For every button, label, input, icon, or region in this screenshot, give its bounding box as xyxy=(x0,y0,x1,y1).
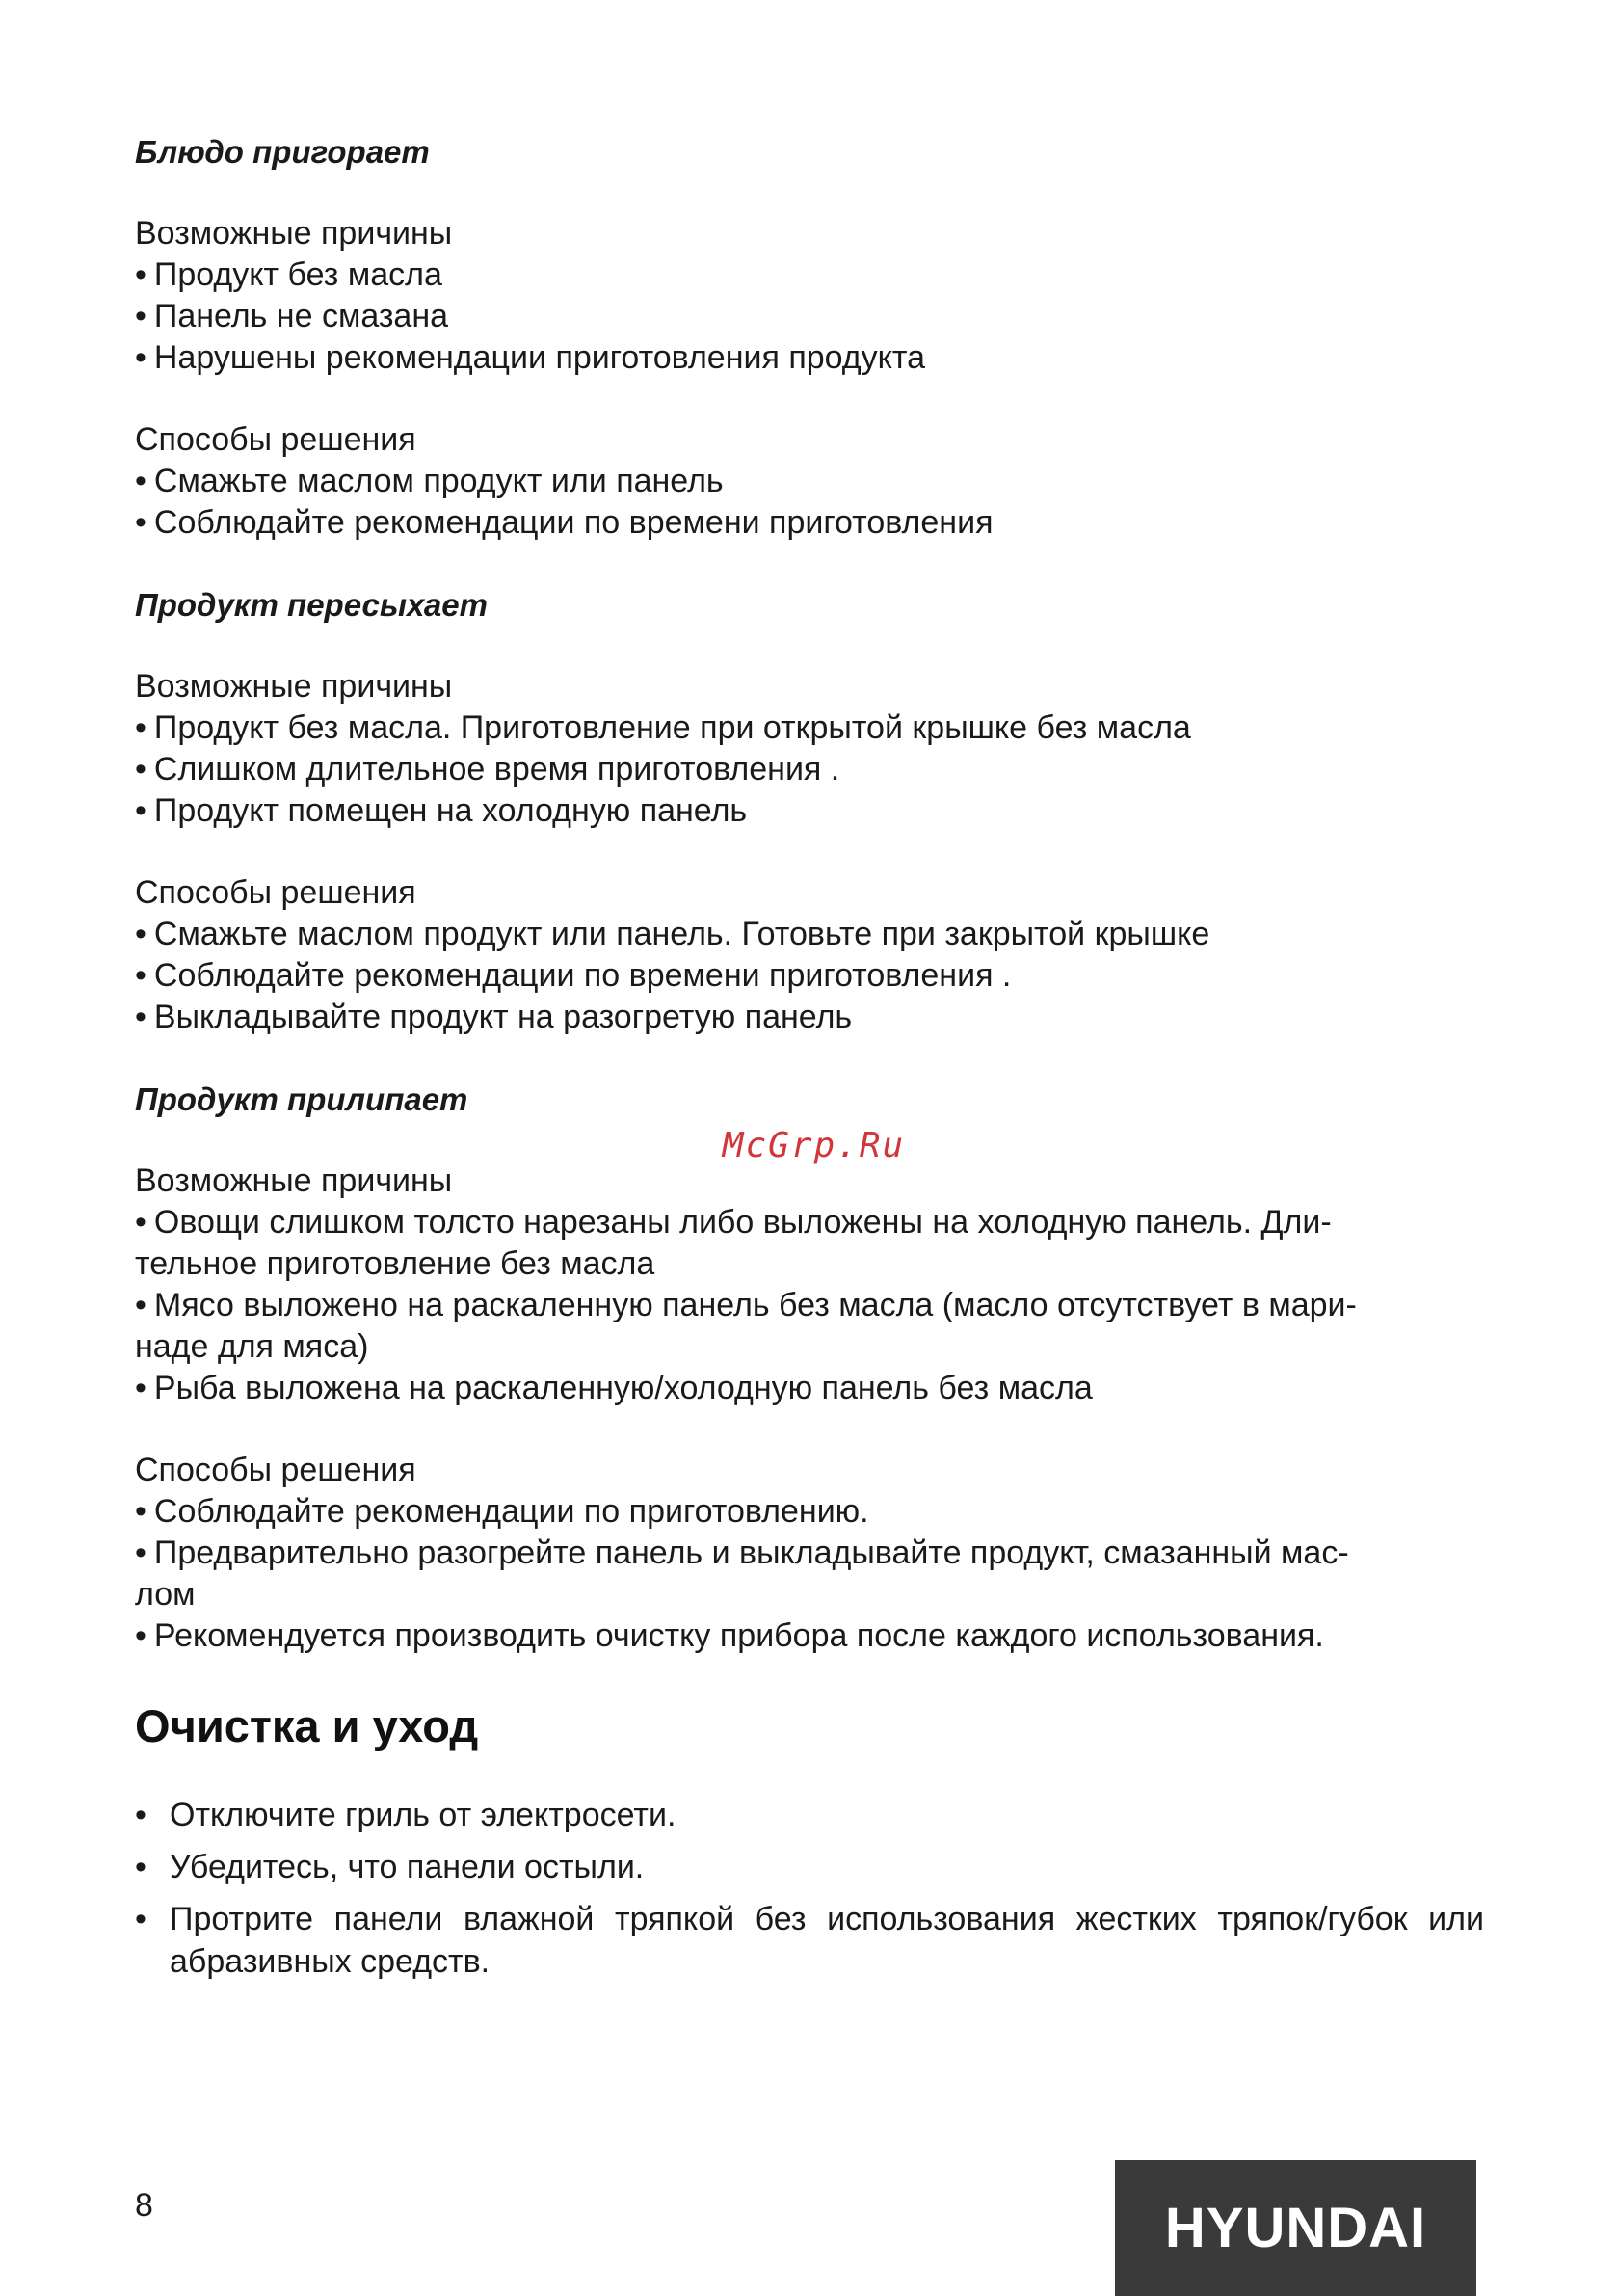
list-item-text: Смажьте маслом продукт или панель xyxy=(153,463,724,499)
problem-section-burning xyxy=(135,131,1484,544)
bullet-icon: • xyxy=(135,916,146,952)
list-item-text: Убедитесь, что панели остыли. xyxy=(170,1849,645,1885)
care-section-title: Очистка и уход xyxy=(135,1700,479,1751)
list-item-text: Продукт помещен на холодную панель xyxy=(153,792,748,829)
list-item xyxy=(135,502,1484,544)
list-item xyxy=(135,1615,1484,1657)
list-item xyxy=(135,790,1484,832)
brand-logo-box xyxy=(1115,2160,1476,2296)
problem-title: Блюдо пригорает xyxy=(135,134,430,170)
solutions-group xyxy=(135,872,1484,1038)
solutions-list xyxy=(135,914,1484,1038)
solutions-group xyxy=(135,1450,1484,1657)
solutions-label: Способы решения xyxy=(135,1452,416,1488)
list-item-text: Соблюдайте рекомендации по приготовлению. xyxy=(153,1493,869,1530)
list-item xyxy=(135,1898,1484,1983)
causes-group xyxy=(135,213,1484,379)
causes-group xyxy=(135,666,1484,832)
page-number: 8 xyxy=(135,2187,153,2224)
causes-list xyxy=(135,254,1484,379)
bullet-icon: • xyxy=(135,957,146,994)
bullet-icon: • xyxy=(135,463,146,499)
bullet-icon: • xyxy=(135,1849,146,1885)
list-item xyxy=(135,1846,1484,1888)
list-item-text: Выкладывайте продукт на разогретую панель xyxy=(153,999,853,1035)
bullet-icon: • xyxy=(135,751,146,788)
bullet-icon: • xyxy=(135,792,146,829)
problem-title: Продукт пересыхает xyxy=(135,587,488,623)
causes-label: Возможные причины xyxy=(135,1162,453,1199)
list-item xyxy=(135,707,1484,749)
list-item xyxy=(135,914,1484,955)
solutions-list xyxy=(135,461,1484,544)
bullet-icon: • xyxy=(135,298,146,334)
bullet-icon: • xyxy=(135,1535,146,1571)
list-item xyxy=(135,1285,1484,1368)
bullet-icon: • xyxy=(135,256,146,293)
list-item-text: Смажьте маслом продукт или панель. Готовьте при закрытой крышке xyxy=(153,916,1210,952)
list-item xyxy=(135,254,1484,296)
list-item xyxy=(135,1533,1484,1615)
brand-logo: HYUNDAI xyxy=(1164,2197,1427,2259)
list-item xyxy=(135,337,1484,379)
solutions-label: Способы решения xyxy=(135,421,416,458)
solutions-label: Способы решения xyxy=(135,874,416,911)
list-item xyxy=(135,296,1484,337)
list-item xyxy=(135,955,1484,997)
list-item xyxy=(135,1368,1484,1409)
problem-section-sticking xyxy=(135,1079,1484,1657)
list-item xyxy=(135,997,1484,1038)
causes-list xyxy=(135,1202,1484,1409)
list-item-text: Продукт без масла xyxy=(153,256,442,293)
list-item-text: Овощи слишком толсто нарезаны либо выложены на холодную панель. Дли- тельное приготовление без масла xyxy=(135,1204,1332,1282)
bullet-icon: • xyxy=(135,1797,146,1833)
list-item-text: Нарушены рекомендации приготовления продукта xyxy=(153,339,926,376)
document-page xyxy=(135,131,1484,1992)
care-list xyxy=(135,1794,1484,1983)
causes-list xyxy=(135,707,1484,832)
list-item-text: Предварительно разогрейте панель и выкладывайте продукт, смазанный мас- лом xyxy=(135,1535,1349,1613)
list-item-text: Отключите гриль от электросети. xyxy=(170,1797,676,1833)
problem-section-drying xyxy=(135,584,1484,1038)
list-item-text: Панель не смазана xyxy=(153,298,449,334)
bullet-icon: • xyxy=(135,709,146,746)
list-item xyxy=(135,1794,1484,1836)
list-item-text: Протрите панели влажной тряпкой без использования жестких тряпок/губок или абразивных средств. xyxy=(170,1901,1484,1980)
list-item-text: Мясо выложено на раскаленную панель без масла (масло отсутствует в мари- наде для мяса) xyxy=(135,1287,1357,1365)
problem-title: Продукт прилипает xyxy=(135,1081,468,1117)
bullet-icon: • xyxy=(135,1493,146,1530)
list-item-text: Слишком длительное время приготовления . xyxy=(153,751,840,788)
causes-group xyxy=(135,1161,1484,1409)
list-item-text: Соблюдайте рекомендации по времени приготовления . xyxy=(153,957,1012,994)
bullet-icon: • xyxy=(135,999,146,1035)
list-item xyxy=(135,1202,1484,1285)
causes-label: Возможные причины xyxy=(135,668,453,705)
list-item xyxy=(135,1491,1484,1533)
bullet-icon: • xyxy=(135,1370,146,1406)
bullet-icon: • xyxy=(135,1617,146,1654)
list-item xyxy=(135,461,1484,502)
list-item-text: Рекомендуется производить очистку прибора после каждого использования. xyxy=(153,1617,1324,1654)
list-item-text: Рыба выложена на раскаленную/холодную панель без масла xyxy=(153,1370,1093,1406)
bullet-icon: • xyxy=(135,1287,146,1323)
solutions-group xyxy=(135,419,1484,544)
bullet-icon: • xyxy=(135,1204,146,1241)
solutions-list xyxy=(135,1491,1484,1657)
watermark: McGrp.Ru xyxy=(722,1126,906,1165)
bullet-icon: • xyxy=(135,1901,146,1937)
bullet-icon: • xyxy=(135,339,146,376)
list-item xyxy=(135,749,1484,790)
list-item-text: Продукт без масла. Приготовление при открытой крышке без масла xyxy=(153,709,1191,746)
bullet-icon: • xyxy=(135,504,146,541)
causes-label: Возможные причины xyxy=(135,215,453,252)
list-item-text: Соблюдайте рекомендации по времени приготовления xyxy=(153,504,994,541)
